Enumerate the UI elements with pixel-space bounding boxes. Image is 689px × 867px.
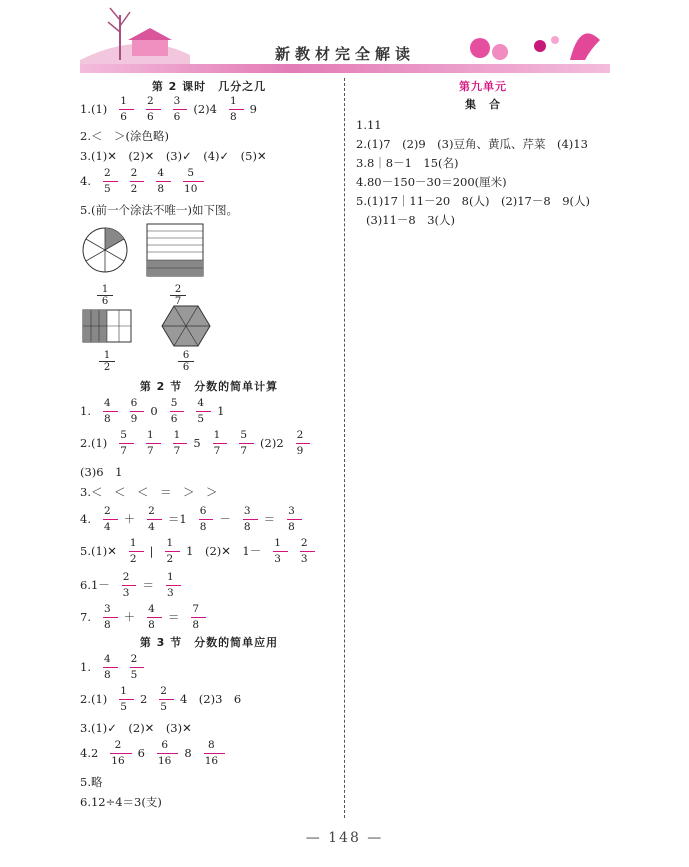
fraction: $\frac{8}{16}$ [204,740,225,766]
fraction: $\frac{6}{8}$ [199,506,214,532]
calc-6 [80,572,187,598]
fraction: $\frac{1}{7}$ [213,430,228,456]
header-title: 新教材完全解读 [274,45,415,63]
apply-2 [80,686,247,712]
fraction: $\frac{2}{4}$ [103,506,118,532]
answer-text: 1 (2)✕ 1－ [186,544,262,558]
answer-text: 4 (2)3 6 [179,692,242,706]
fraction: $\frac{1}{3}$ [273,538,288,564]
operator: ＋ [123,512,136,526]
unit-heading: 第九单元 [459,80,507,93]
circle-figure [83,228,127,272]
answer-label: 5.(1)✕ [80,544,117,558]
answer-label: 6.1－ [80,578,110,592]
answer-1 [80,96,263,122]
grid-figure [83,310,131,342]
answer-label: 1. [80,660,91,674]
answer-text: 0 [150,404,158,418]
fraction: 1 6 [97,284,113,307]
fraction: 1 2 [99,350,115,373]
fraction: $\frac{2}{5}$ [130,654,145,680]
fraction: $\frac{2}{3}$ [300,538,315,564]
calc-1 [80,398,230,424]
fraction: $\frac{3}{6}$ [173,96,188,122]
fraction: $\frac{6}{9}$ [130,398,145,424]
answer-label: 2.(1) [80,436,108,450]
apply-1 [80,654,150,680]
answer-4: 4.80－150－30＝200(厘米) [356,175,507,189]
answer-1: 1.11 [356,118,382,132]
fraction: $\frac{3}{8}$ [287,506,302,532]
calc-2 [80,430,316,456]
calc-3: 3.＜ ＜ ＜ ＝ ＞ ＞ [80,485,218,499]
fraction: $\frac{2}{5}$ [103,168,118,194]
answer-label: 2.(1) [80,692,108,706]
answer-4 [80,168,210,194]
calc-4 [80,506,308,532]
answer-text: 8 [184,746,192,760]
fraction: $\frac{2}{16}$ [110,740,131,766]
answer-text: 5 [193,436,201,450]
answer-text: (2)4 [193,102,217,116]
apply-3: 3.(1)✓ (2)✕ (3)✕ [80,721,192,735]
answer-text: (2)2 [260,436,284,450]
fraction: $\frac{2}{6}$ [146,96,161,122]
fraction: $\frac{1}{6}$ [119,96,134,122]
hexagon-figure [162,306,210,346]
fraction: $\frac{4}{8}$ [103,654,118,680]
fraction: 2 7 [170,284,186,307]
fraction: $\frac{5}{6}$ [170,398,185,424]
answer-3: 3.8｜8－1 15(名) [356,156,459,170]
fraction: $\frac{1}{2}$ [165,538,180,564]
fraction: 6 6 [178,350,194,373]
apply-5: 5.略 [80,775,103,789]
fraction: $\frac{4}{8}$ [156,168,171,194]
calc-5 [80,538,321,564]
operator: － [219,512,231,526]
answer-label: 4.2 [80,746,99,760]
operator: ＝ [263,512,276,526]
fraction: $\frac{1}{7}$ [173,430,188,456]
section-heading: 第 3 节 分数的简单应用 [139,636,279,649]
separator: | [149,544,154,558]
section-heading: 集 合 [465,98,501,111]
apply-4 [80,740,231,766]
answer-2: 2.＜ ＞(涂色略) [80,129,169,143]
fraction: $\frac{1}{7}$ [146,430,161,456]
rectangle-figure [147,224,203,276]
fraction: $\frac{4}{8}$ [103,398,118,424]
fraction: $\frac{3}{8}$ [103,604,118,630]
fraction: $\frac{1}{2}$ [129,538,144,564]
fraction: $\frac{2}{9}$ [296,430,311,456]
calc-2-3: (3)6 1 [80,465,123,479]
answer-text: 1 [217,404,225,418]
answer-3: 3.(1)✕ (2)✕ (3)✓ (4)✓ (5)✕ [80,149,267,163]
fraction: $\frac{2}{4}$ [147,506,162,532]
operator: ＝ [167,610,180,624]
fraction: $\frac{5}{7}$ [119,430,134,456]
fraction: $\frac{7}{8}$ [191,604,206,630]
fraction: $\frac{2}{5}$ [159,686,174,712]
answer-label: 1.(1) [80,102,108,116]
fraction: $\frac{4}{5}$ [196,398,211,424]
fraction: $\frac{1}{3}$ [166,572,181,598]
answer-5: 5.(前一个涂法不唯一)如下图。 [80,203,238,217]
operator: ＝1 [167,512,187,526]
operator: ＋ [123,610,136,624]
fraction: $\frac{5}{7}$ [239,430,254,456]
section-heading: 第 2 课时 几分之几 [151,80,267,93]
apply-6: 6.12÷4＝3(支) [80,795,162,809]
page-number: — 148 — [305,830,384,846]
section-heading: 第 2 节 分数的简单计算 [139,380,279,393]
header-band [80,64,610,73]
answer-text: 2 [139,692,148,706]
answer-2: 2.(1)7 (2)9 (3)豆角、黄瓜、芹菜 (4)13 [356,137,588,151]
answer-text: 6 [137,746,145,760]
answer-text: 9 [249,102,257,116]
calc-7 [80,604,212,630]
answer-5: 5.(1)17｜11－20 8(人) (2)17－8 9(人) [356,194,590,208]
answer-label: 7. [80,610,91,624]
column-divider [344,78,345,818]
fraction: $\frac{2}{3}$ [122,572,137,598]
answer-label: 4. [80,174,91,188]
fraction: $\frac{4}{8}$ [147,604,162,630]
operator: ＝ [142,578,154,592]
answer-label: 4. [80,512,91,526]
fraction: $\frac{6}{16}$ [157,740,178,766]
answer-5-3: (3)11－8 3(人) [366,213,456,227]
fraction: $\frac{1}{8}$ [229,96,244,122]
fraction: $\frac{5}{10}$ [183,168,204,194]
page-header [80,0,610,75]
answer-label: 1. [80,404,91,418]
fraction: $\frac{2}{2}$ [130,168,145,194]
fraction: $\frac{3}{8}$ [243,506,258,532]
fraction: $\frac{1}{5}$ [119,686,134,712]
